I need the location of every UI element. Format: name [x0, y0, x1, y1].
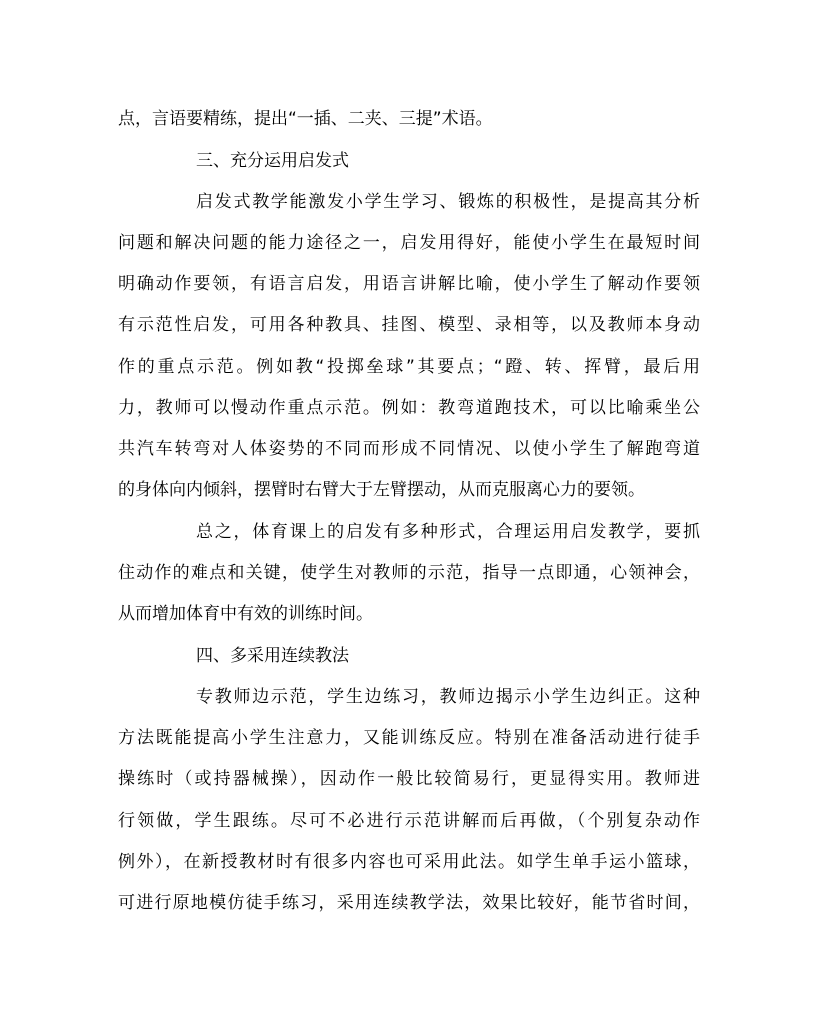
section-heading: 四、多采用连续教法	[196, 646, 349, 666]
text-line: 启发式教学能激发小学生学习、锻炼的积极性，是提高其分析	[196, 192, 700, 212]
text-line: 点，言语要精练，提出“一插、二夹、三提”术语。	[118, 109, 493, 129]
text-line: 总之，体育课上的启发有多种形式，合理运用启发教学，要抓	[196, 522, 700, 542]
text-line: 住动作的难点和关键，使学生对教师的示范，指导一点即通，心领神会，	[118, 563, 700, 583]
text-line: 操练时（或持器械操），因动作一般比较简易行，更显得实用。教师进	[118, 769, 700, 789]
text-line: 专教师边示范，学生边练习，教师边揭示小学生边纠正。这种	[196, 687, 700, 707]
text-line: 例外），在新授教材时有很多内容也可采用此法。如学生单手运小篮球，	[118, 852, 700, 872]
text-line: 有示范性启发，可用各种教具、挂图、模型、录相等，以及教师本身动	[118, 315, 700, 335]
text-line: 明确动作要领，有语言启发，用语言讲解比喻，使小学生了解动作要领	[118, 274, 700, 294]
text-line: 方法既能提高小学生注意力，又能训练反应。特别在准备活动进行徒手	[118, 728, 700, 748]
text-line: 从而增加体育中有效的训练时间。	[118, 604, 373, 624]
section-heading: 三、充分运用启发式	[196, 151, 349, 171]
text-line: 共汽车转弯对人体姿势的不同而形成不同情况、以使小学生了解跑弯道	[118, 439, 700, 459]
text-line: 力，教师可以慢动作重点示范。例如：教弯道跑技术，可以比喻乘坐公	[118, 398, 700, 418]
text-line: 行领做，学生跟练。尽可不必进行示范讲解而后再做，（个别复杂动作	[118, 811, 700, 831]
text-line: 的身体向内倾斜，摆臂时右臂大于左臂摆动，从而克服离心力的要领。	[118, 480, 645, 500]
text-line: 问题和解决问题的能力途径之一，启发用得好，能使小学生在最短时间	[118, 233, 700, 253]
text-line: 可进行原地模仿徒手练习，采用连续教学法，效果比较好，能节省时间，	[118, 893, 700, 913]
text-line: 作的重点示范。例如教“投掷垒球”其要点；“蹬、转、挥臂，最后用	[118, 357, 700, 377]
